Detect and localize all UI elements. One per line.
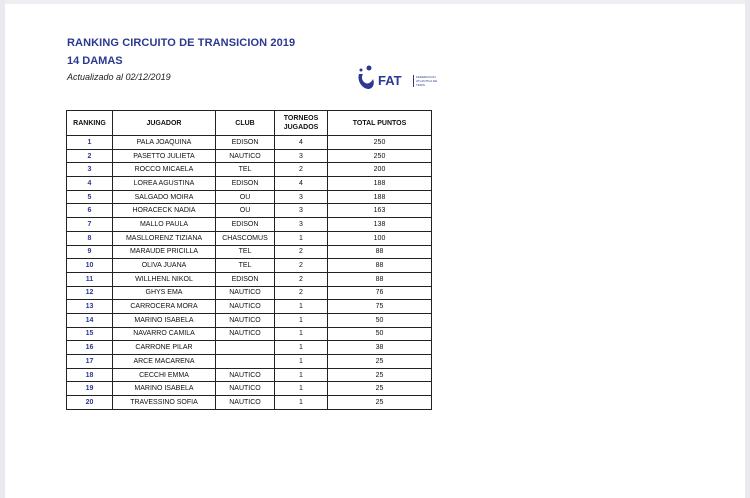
cell-club: OU [216,204,275,218]
table-row [67,163,432,177]
table-row [67,218,432,232]
cell-total-points: 138 [328,218,432,232]
table-row [67,149,432,163]
cell-total-points: 200 [328,163,432,177]
cell-total-points: 188 [328,190,432,204]
cell-total-points: 88 [328,259,432,273]
table-row [67,177,432,191]
cell-player: NAVARRO CAMILA [113,327,216,341]
cell-club: OU [216,190,275,204]
table-row [67,204,432,218]
cell-total-points: 100 [328,231,432,245]
cell-player: WILLHENL NIKOL [113,272,216,286]
page-right-edge [745,0,750,498]
cell-player: MARINO ISABELA [113,382,216,396]
cell-club: CHASCOMUS [216,231,275,245]
table-row [67,231,432,245]
cell-player: TRAVESSINO SOFIA [113,396,216,410]
cell-tournaments: 2 [275,272,328,286]
cell-total-points: 250 [328,136,432,150]
cell-tournaments: 1 [275,368,328,382]
cell-total-points: 250 [328,149,432,163]
cell-tournaments: 3 [275,149,328,163]
cell-total-points: 88 [328,272,432,286]
cell-player: SALGADO MOIRA [113,190,216,204]
cell-club: TEL [216,245,275,259]
cell-tournaments: 1 [275,327,328,341]
table-row [67,259,432,273]
tennis-player-icon [355,64,377,92]
cell-total-points: 163 [328,204,432,218]
logo-text: FAT [378,73,402,88]
cell-total-points: 25 [328,382,432,396]
cell-ranking: 16 [67,341,113,355]
cell-total-points: 88 [328,245,432,259]
cell-club: NAUTICO [216,149,275,163]
cell-total-points: 188 [328,177,432,191]
cell-tournaments: 1 [275,396,328,410]
logo-subtext: FEDERACION ATLANTICA DE TENIS [413,75,446,87]
cell-player: CARRONE PILAR [113,341,216,355]
cell-tournaments: 4 [275,177,328,191]
cell-player: PASETTO JULIETA [113,149,216,163]
cell-ranking: 5 [67,190,113,204]
table-row [67,327,432,341]
table-row [67,368,432,382]
cell-player: MALLO PAULA [113,218,216,232]
cell-ranking: 10 [67,259,113,273]
cell-club: NAUTICO [216,327,275,341]
cell-tournaments: 1 [275,313,328,327]
cell-club: TEL [216,259,275,273]
cell-player: LOREA AGUSTINA [113,177,216,191]
table-row [67,286,432,300]
cell-player: PALA JOAQUINA [113,136,216,150]
cell-club: NAUTICO [216,382,275,396]
cell-player: HORACECK NADIA [113,204,216,218]
cell-ranking: 7 [67,218,113,232]
table-row [67,313,432,327]
cell-tournaments: 2 [275,163,328,177]
page-left-edge [0,0,5,498]
cell-tournaments: 4 [275,136,328,150]
cell-total-points: 25 [328,396,432,410]
cell-total-points: 38 [328,341,432,355]
cell-ranking: 17 [67,355,113,369]
cell-ranking: 3 [67,163,113,177]
table-row [67,300,432,314]
table-body [67,136,432,410]
cell-club: EDISON [216,272,275,286]
cell-player: ARCE MACARENA [113,355,216,369]
cell-player: MARINO ISABELA [113,313,216,327]
cell-total-points: 76 [328,286,432,300]
column-header-ranking: RANKING [67,111,113,136]
cell-ranking: 15 [67,327,113,341]
cell-total-points: 25 [328,368,432,382]
cell-player: ROCCO MICAELA [113,163,216,177]
cell-club: EDISON [216,218,275,232]
cell-total-points: 75 [328,300,432,314]
table-row [67,272,432,286]
cell-tournaments: 3 [275,204,328,218]
cell-player: MASLLORENZ TIZIANA [113,231,216,245]
cell-club: EDISON [216,177,275,191]
cell-tournaments: 2 [275,245,328,259]
column-header-tournaments [275,111,328,136]
cell-club: NAUTICO [216,286,275,300]
fat-logo [355,64,441,94]
ranking-table [66,110,432,410]
column-header-tournaments-text: TORNEOS JUGADOS [283,115,319,131]
cell-total-points: 50 [328,313,432,327]
cell-club [216,355,275,369]
cell-player: CECCHI EMMA [113,368,216,382]
table-row [67,355,432,369]
cell-tournaments: 1 [275,231,328,245]
cell-tournaments: 1 [275,382,328,396]
cell-ranking: 9 [67,245,113,259]
cell-club: NAUTICO [216,313,275,327]
cell-player: OLIVA JUANA [113,259,216,273]
cell-ranking: 4 [67,177,113,191]
table-row [67,341,432,355]
table-row [67,382,432,396]
cell-ranking: 2 [67,149,113,163]
cell-ranking: 20 [67,396,113,410]
cell-club: EDISON [216,136,275,150]
cell-ranking: 11 [67,272,113,286]
cell-ranking: 14 [67,313,113,327]
page-top-edge [0,0,750,4]
cell-ranking: 18 [67,368,113,382]
column-header-club: CLUB [216,111,275,136]
column-header-total-points: TOTAL PUNTOS [328,111,432,136]
cell-player: CARROCERA MORA [113,300,216,314]
cell-club: TEL [216,163,275,177]
cell-player: GHYS EMA [113,286,216,300]
cell-tournaments: 3 [275,190,328,204]
cell-ranking: 6 [67,204,113,218]
updated-date: Actualizado al 02/12/2019 [67,72,171,82]
cell-player: MARAUDE PRICILLA [113,245,216,259]
cell-tournaments: 2 [275,259,328,273]
column-header-player: JUGADOR [113,111,216,136]
document-subtitle: 14 DAMAS [67,55,123,67]
cell-total-points: 25 [328,355,432,369]
table-row [67,190,432,204]
cell-club [216,341,275,355]
table-header-row [67,111,432,136]
cell-ranking: 8 [67,231,113,245]
table-row [67,136,432,150]
cell-total-points: 50 [328,327,432,341]
cell-club: NAUTICO [216,396,275,410]
cell-ranking: 13 [67,300,113,314]
cell-tournaments: 3 [275,218,328,232]
cell-tournaments: 1 [275,355,328,369]
cell-tournaments: 2 [275,286,328,300]
cell-tournaments: 1 [275,341,328,355]
cell-ranking: 12 [67,286,113,300]
cell-tournaments: 1 [275,300,328,314]
cell-club: NAUTICO [216,300,275,314]
cell-ranking: 1 [67,136,113,150]
cell-club: NAUTICO [216,368,275,382]
cell-ranking: 19 [67,382,113,396]
document-title: RANKING CIRCUITO DE TRANSICION 2019 [67,37,296,49]
table-row [67,396,432,410]
table-row [67,245,432,259]
